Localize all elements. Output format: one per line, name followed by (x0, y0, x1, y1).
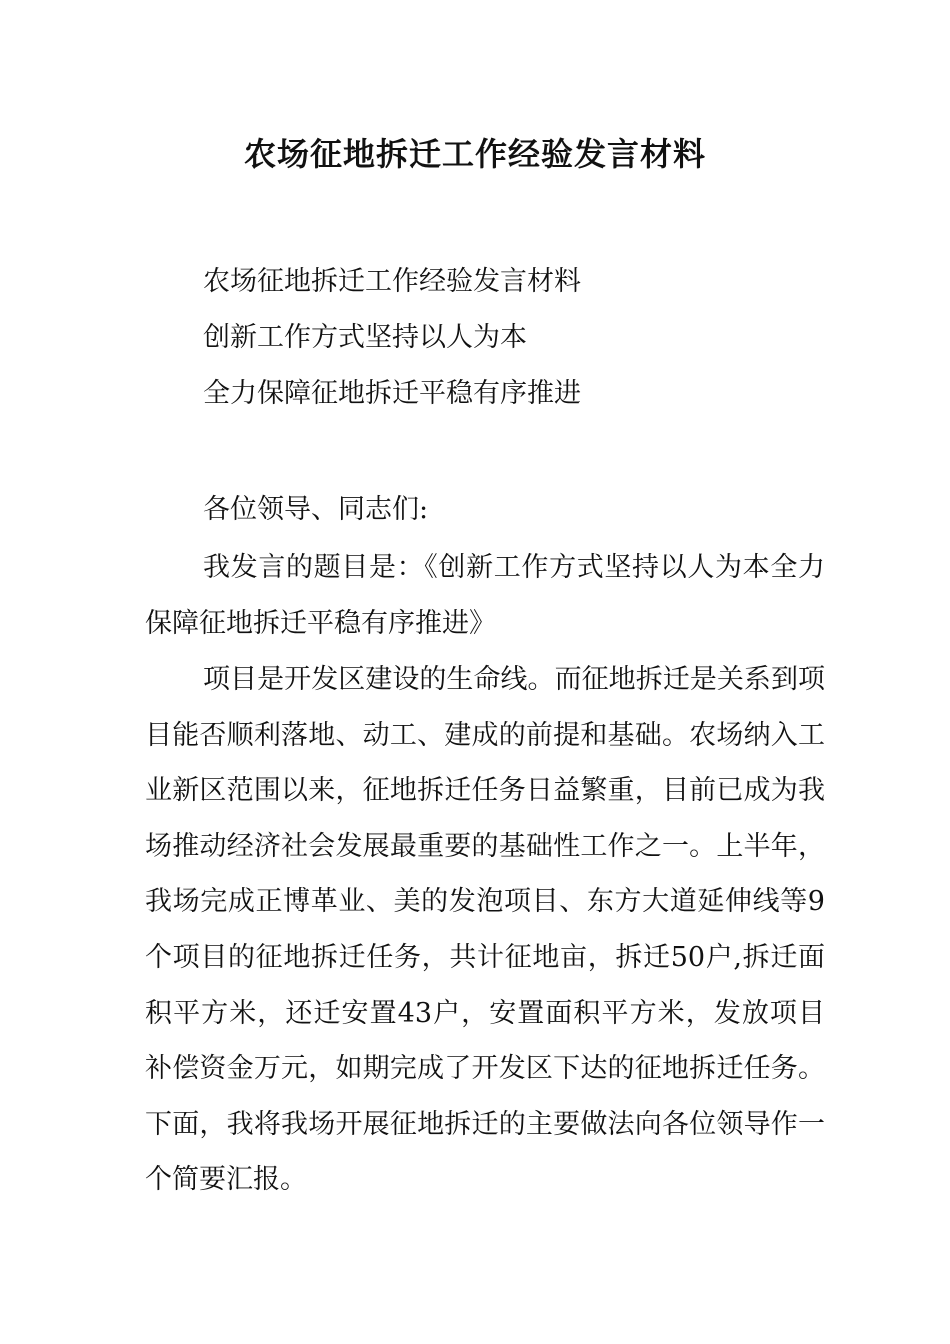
subheading-3: 全力保障征地拆迁平稳有序推进 (203, 378, 581, 409)
subheading-2: 创新工作方式坚持以人为本 (203, 322, 527, 353)
document-title: 农场征地拆迁工作经验发言材料 (243, 135, 706, 173)
paragraph-1: 我发言的题目是：《创新工作方式坚持以人为本全力保障征地拆迁平稳有序推进》 (145, 552, 825, 639)
paragraph-2: 项目是开发区建设的生命线。而征地拆迁是关系到项目能否顺利落地、动工、建成的前提和基础。农场纳入工业新区范围以来，征地拆迁任务日益繁重，目前已成为我场推动经济社会发展最重要的基础性工作之一。上半年，我场完成正博革业、美的发泡项目、东方大道延伸线等9个项目的征地拆迁任务，共计征地亩，拆迁50户,拆迁面积平方米，还迁安置43户，安置面积平方米，发放项目补偿资金万元，如期完成了开发区下达的征地拆迁任务。下面，我将我场开展征地拆迁的主要做法向各位领导作一个简要汇报。 (145, 664, 825, 1196)
greeting: 各位领导、同志们: (203, 494, 429, 525)
subheading-1: 农场征地拆迁工作经验发言材料 (203, 266, 581, 297)
